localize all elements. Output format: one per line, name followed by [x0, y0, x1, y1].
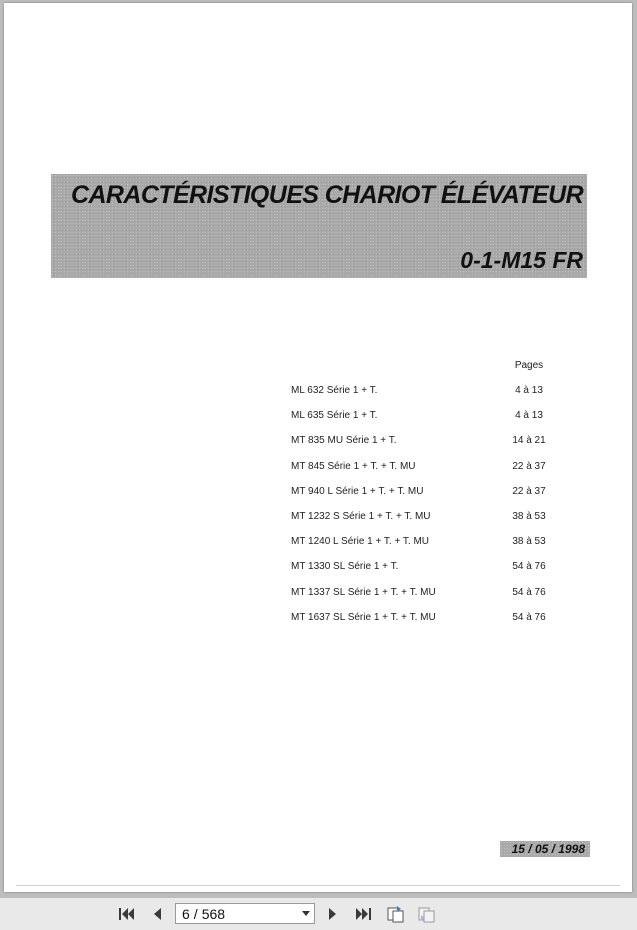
- page-view-alt-button[interactable]: [416, 904, 438, 924]
- toc-row: [291, 511, 561, 536]
- toc-model: ML 632 Série 1 + T.: [291, 385, 378, 396]
- toc-model: ML 635 Série 1 + T.: [291, 410, 378, 422]
- toc-pages: 4 à 13: [515, 385, 543, 396]
- page-number-selector[interactable]: [175, 903, 315, 924]
- toc-pages: 38 à 53: [512, 510, 546, 522]
- toc-model: MT 940 L Série 1 + T. + T. MU: [291, 485, 424, 497]
- toc-model: MT 1637 SL Série 1 + T. + T. MU: [291, 611, 436, 623]
- document-date: 15 / 05 / 1998: [511, 842, 585, 856]
- page-divider: [16, 885, 620, 886]
- toc-row: [291, 385, 561, 410]
- next-page-icon: [326, 906, 340, 922]
- date-banner: [500, 841, 590, 857]
- toc-pages: 54 à 76: [512, 586, 546, 598]
- page-separator: /: [193, 905, 198, 922]
- toc-row: [291, 461, 561, 486]
- first-page-icon: [118, 906, 136, 922]
- toc-row: [291, 486, 561, 511]
- toc-model: MT 845 Série 1 + T. + T. MU: [291, 460, 416, 472]
- toc-model: MT 1232 S Série 1 + T. + T. MU: [291, 510, 431, 522]
- last-page-button[interactable]: [352, 904, 374, 924]
- previous-page-button[interactable]: [146, 904, 168, 924]
- navigation-toolbar: [0, 897, 637, 930]
- current-page: 6: [182, 905, 190, 922]
- toc-pages: 22 à 37: [512, 485, 546, 497]
- next-page-button[interactable]: [322, 904, 344, 924]
- document-code: 0-1-M15 FR: [460, 247, 583, 273]
- toc-pages-header: Pages: [514, 360, 544, 371]
- page-view-icon: [386, 905, 406, 923]
- toc-pages: 54 à 76: [512, 561, 546, 573]
- title-banner: [51, 174, 587, 278]
- toc-pages: 54 à 76: [512, 611, 546, 623]
- page-view-alt-icon: [417, 905, 437, 923]
- toc-pages: 4 à 13: [515, 410, 543, 422]
- toc-pages: 22 à 37: [512, 460, 546, 472]
- toc-row: [291, 587, 561, 612]
- toc-model: MT 1330 SL Série 1 + T.: [291, 561, 399, 573]
- first-page-button[interactable]: [116, 904, 138, 924]
- chevron-down-icon[interactable]: [302, 911, 310, 916]
- page-view-button[interactable]: [385, 904, 407, 924]
- last-page-icon: [354, 906, 372, 922]
- toc-pages: 14 à 21: [512, 435, 546, 447]
- previous-page-icon: [150, 906, 164, 922]
- toc-row: [291, 410, 561, 435]
- document-page: [4, 3, 632, 892]
- document-title: CARACTÉRISTIQUES CHARIOT ÉLÉVATEUR: [71, 181, 584, 209]
- toc-row: [291, 612, 561, 637]
- total-pages: 568: [201, 905, 226, 922]
- toc-model: MT 835 MU Série 1 + T.: [291, 435, 397, 447]
- toc-row: [291, 435, 561, 460]
- toc-model: MT 1337 SL Série 1 + T. + T. MU: [291, 586, 436, 598]
- table-of-contents: [291, 385, 561, 637]
- toc-row: [291, 536, 561, 561]
- toc-row: [291, 561, 561, 586]
- toc-model: MT 1240 L Série 1 + T. + T. MU: [291, 536, 430, 548]
- toc-pages: 38 à 53: [512, 536, 546, 548]
